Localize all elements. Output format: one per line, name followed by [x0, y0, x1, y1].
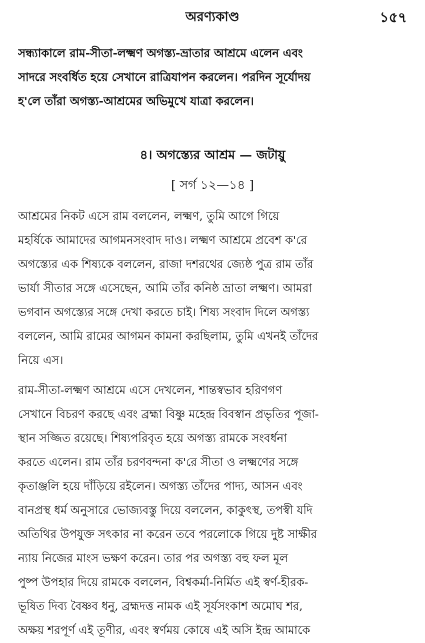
para2-line: অক্ষয় শরপূর্ণ এই তূণীর, এবং স্বর্ণময় কোষে এই অসি ইন্দ্র আমাকে [18, 623, 311, 637]
page-number: ১৫৭ [379, 10, 407, 26]
para1-line: অগস্ত্যের এক শিষ্যকে বললেন, রাজা দশরথের জ্যেষ্ঠ পুত্র রাম তাঁর [18, 257, 314, 271]
para1-line: আশ্রমের নিকট এসে রাম বললেন, লক্ষ্মণ, তুমি আগে গিয়ে [18, 209, 280, 223]
intro-line: সন্ধ্যাকালে রাম-সীতা-লক্ষ্মণ অগস্ত্য-ভ্রাতার আশ্রমে এলেন এবং [18, 46, 303, 60]
para1-line: বললেন, আমি রামের আগমন কামনা করছিলাম, তুমি এখনই তাঁদের [18, 329, 319, 343]
para2-line: ন্যায় নিজের মাংস ভক্ষণ করেন। তার পর অগস্ত্য বহু ফল মূল [18, 551, 288, 565]
para2-line: ভূষিত দিব্য বৈষ্ণব ধনু, ব্রহ্মদত্ত নামক এই সূর্যসংকাশ অমোঘ শর, [18, 599, 303, 613]
para2-line: বানপ্রস্থ ধর্ম অনুসারে ভোজ্যবস্তু দিয়ে বললেন, কাকুৎস্থ, তপস্বী যদি [18, 503, 313, 517]
running-title: অরণ্যকাণ্ড [185, 10, 240, 25]
section-subheading: [ সর্গ ১২—১৪ ] [170, 177, 255, 192]
para2-line: কৃতাঞ্জলি হয়ে দাঁড়িয়ে রইলেন। অগস্ত্য তাঁদের পাদ্য, আসন এবং [18, 479, 303, 493]
section-heading: ৪। অগস্ত্যের আশ্রম — জটায়ু [139, 147, 286, 162]
intro-line: সাদরে সংবর্ধিত হয়ে সেখানে রাত্রিযাপন করলেন। পরদিন সূর্যোদয় [18, 70, 311, 84]
para1-line: ভগবান অগস্ত্যের সঙ্গে দেখা করতে চাই। শিষ্য সংবাদ দিলে অগস্ত্য [18, 305, 310, 319]
para2-line: অতিথির উপযুক্ত সৎকার না করেন তবে পরলোকে গিয়ে দুষ্ট সাক্ষীর [18, 527, 318, 541]
para2-line: স্থান সজ্জিত রয়েছে। শিষ্যপরিবৃত হয়ে অগস্ত্য রামকে সংবর্ধনা [18, 431, 287, 445]
para1-line: মহর্ষিকে আমাদের আগমনসংবাদ দাও। লক্ষ্মণ আশ্রমে প্রবেশ ক'রে [18, 233, 308, 247]
para2-line: রাম-সীতা-লক্ষ্মণ আশ্রমে এসে দেখলেন, শান্তস্বভাব হরিণগণ [18, 383, 283, 397]
para1-line: নিয়ে এস। [18, 353, 64, 367]
para2-line: পুষ্প উপহার দিয়ে রামকে বললেন, বিশ্বকর্মা-নির্মিত এই স্বর্ণ-হীরক- [18, 575, 309, 589]
para2-line: সেখানে বিচরণ করছে এবং ব্রহ্মা বিষ্ণু মহেন্দ্র বিবস্বান প্রভৃতির পূজা- [18, 407, 319, 421]
intro-line: হ'লে তাঁরা অগস্ত্য-আশ্রমের অভিমুখে যাত্রা করলেন। [18, 94, 254, 108]
para1-line: ভার্যা সীতার সঙ্গে এসেছেন, আমি তাঁর কনিষ্ঠ ভ্রাতা লক্ষ্মণ। আমরা [18, 281, 312, 295]
page-header [0, 6, 425, 30]
para2-line: করতে এলেন। রাম তাঁর চরণবন্দনা ক'রে সীতা ও লক্ষ্মণের সঙ্গে [18, 455, 299, 469]
